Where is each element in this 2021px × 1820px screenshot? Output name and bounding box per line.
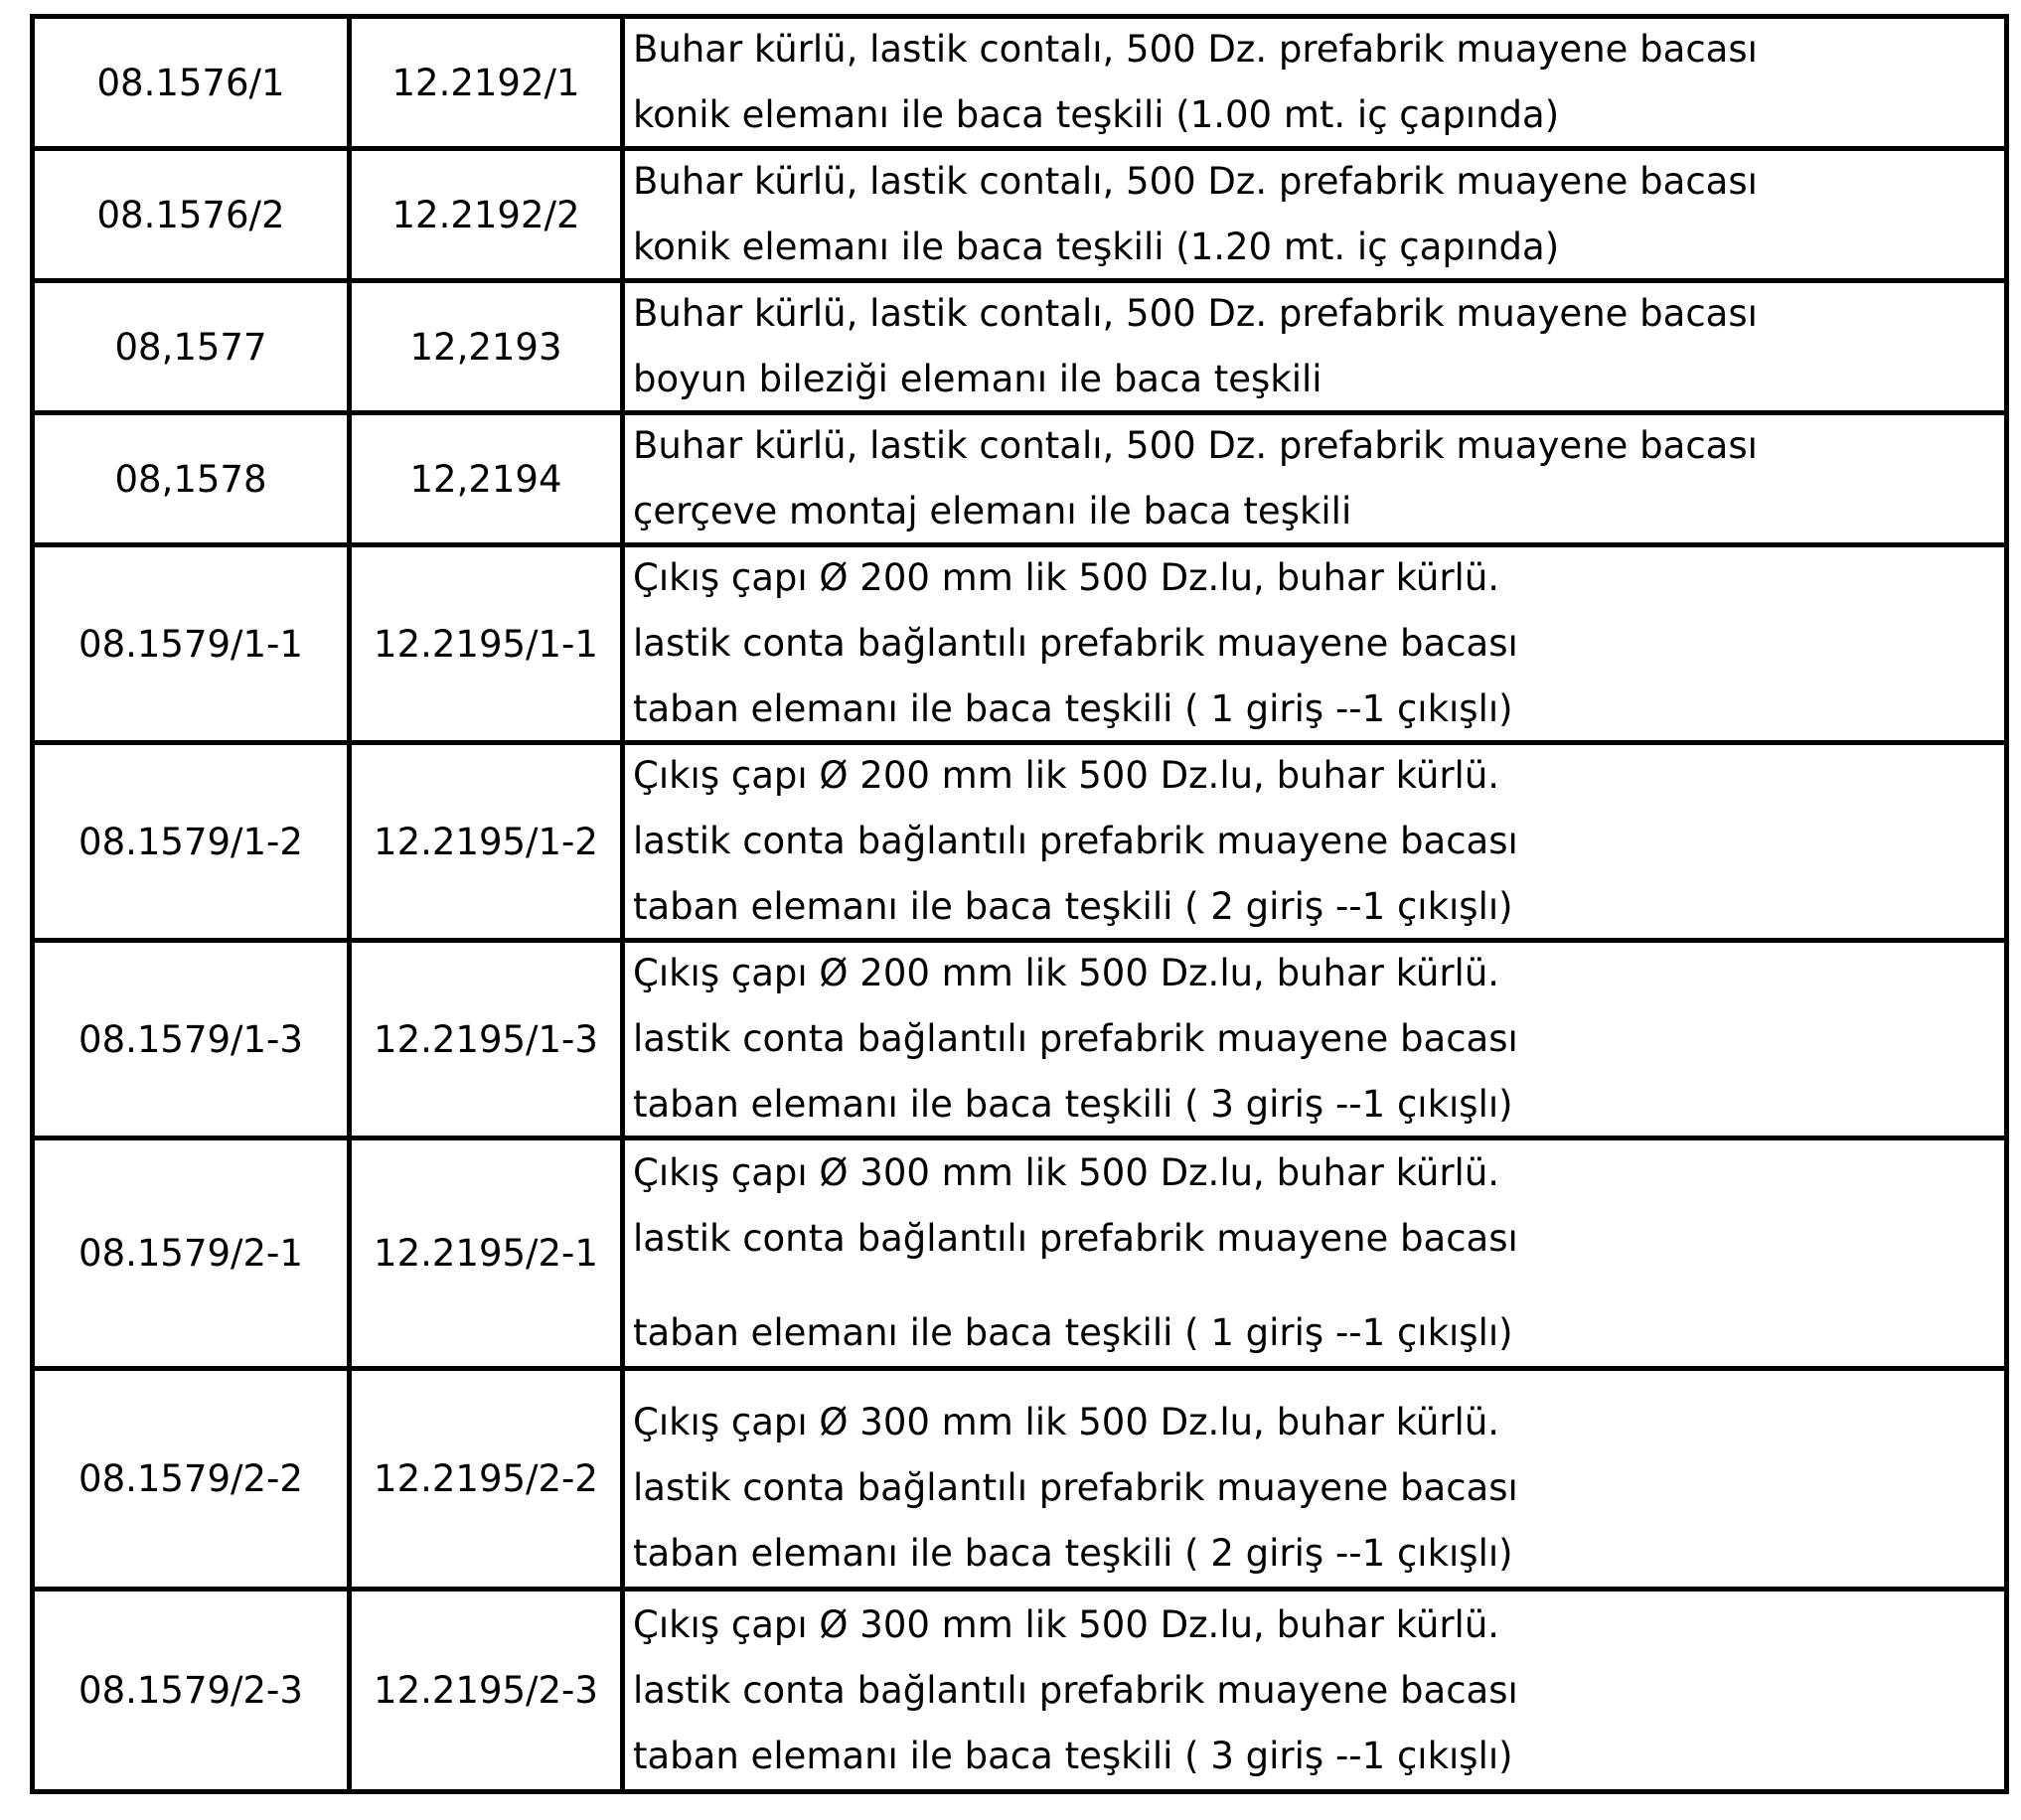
- pricing-table: [30, 14, 2009, 1794]
- position-code-cell: 12.2192/1: [352, 19, 625, 146]
- item-code-cell: 08,1577: [35, 283, 352, 410]
- description-line: lastik conta bağlantılı prefabrik muayene bacası: [633, 1217, 1518, 1260]
- description-line: konik elemanı ile baca teşkili (1.20 mt. iç çapında): [633, 226, 1560, 268]
- item-code-cell: 08.1579/1-2: [35, 745, 352, 938]
- description-cell: [625, 1371, 2009, 1587]
- table-row: [35, 415, 2009, 547]
- description-cell: [625, 1592, 2009, 1789]
- position-code-cell: 12,2193: [352, 283, 625, 410]
- table-row: [35, 745, 2009, 943]
- table-row: [35, 1592, 2009, 1794]
- description-line: Çıkış çapı Ø 200 mm lik 500 Dz.lu, buhar kürlü.: [633, 952, 1500, 994]
- description-line: çerçeve montaj elemanı ile baca teşkili: [633, 490, 1352, 532]
- item-code-cell: 08.1579/1-1: [35, 547, 352, 740]
- description-line: taban elemanı ile baca teşkili ( 2 giriş --1 çıkışlı): [633, 885, 1513, 928]
- description-cell: [625, 415, 2009, 542]
- item-code-cell: 08.1579/2-2: [35, 1371, 352, 1587]
- description-line: Buhar kürlü, lastik contalı, 500 Dz. prefabrik muayene bacası: [633, 160, 1758, 203]
- item-code-cell: 08.1579/2-3: [35, 1592, 352, 1789]
- description-cell: [625, 547, 2009, 740]
- item-code-cell: 08.1579/1-3: [35, 943, 352, 1136]
- description-line: lastik conta bağlantılı prefabrik muayene bacası: [633, 1668, 1518, 1712]
- description-cell: [625, 1140, 2009, 1366]
- description-cell: [625, 745, 2009, 938]
- description-cell: [625, 943, 2009, 1136]
- description-line: taban elemanı ile baca teşkili ( 3 giriş --1 çıkışlı): [633, 1734, 1513, 1777]
- table-row: [35, 151, 2009, 283]
- description-cell: [625, 19, 2009, 146]
- description-line: Çıkış çapı Ø 300 mm lik 500 Dz.lu, buhar kürlü.: [633, 1151, 1500, 1194]
- description-line: Buhar kürlü, lastik contalı, 500 Dz. prefabrik muayene bacası: [633, 292, 1758, 335]
- description-line: taban elemanı ile baca teşkili ( 3 giriş --1 çıkışlı): [633, 1083, 1513, 1126]
- description-line: taban elemanı ile baca teşkili ( 1 giriş --1 çıkışlı): [633, 1311, 1513, 1354]
- table-row: [35, 547, 2009, 745]
- table-row: [35, 283, 2009, 415]
- description-line: konik elemanı ile baca teşkili (1.00 mt. iç çapında): [633, 93, 1560, 136]
- position-code-cell: 12.2195/1-3: [352, 943, 625, 1136]
- table-row: [35, 1140, 2009, 1371]
- line-spacer: [633, 1272, 2004, 1300]
- description-line: lastik conta bağlantılı prefabrik muayene bacası: [633, 622, 1518, 665]
- item-code-cell: 08.1576/1: [35, 19, 352, 146]
- description-line: lastik conta bağlantılı prefabrik muayene bacası: [633, 1017, 1518, 1060]
- description-cell: [625, 283, 2009, 410]
- position-code-cell: 12.2195/2-3: [352, 1592, 625, 1789]
- description-line: taban elemanı ile baca teşkili ( 2 giriş --1 çıkışlı): [633, 1531, 1513, 1575]
- position-code-cell: 12.2195/2-2: [352, 1371, 625, 1587]
- position-code-cell: 12.2195/1-2: [352, 745, 625, 938]
- description-line: boyun bileziği elemanı ile baca teşkili: [633, 358, 1322, 400]
- table-row: [35, 1371, 2009, 1592]
- position-code-cell: 12.2195/2-1: [352, 1140, 625, 1366]
- item-code-cell: 08.1576/2: [35, 151, 352, 278]
- item-code-cell: 08,1578: [35, 415, 352, 542]
- description-line: Çıkış çapı Ø 200 mm lik 500 Dz.lu, buhar kürlü.: [633, 754, 1500, 797]
- description-line: Buhar kürlü, lastik contalı, 500 Dz. prefabrik muayene bacası: [633, 28, 1758, 71]
- description-cell: [625, 151, 2009, 278]
- item-code-cell: 08.1579/2-1: [35, 1140, 352, 1366]
- position-code-cell: 12,2194: [352, 415, 625, 542]
- position-code-cell: 12.2195/1-1: [352, 547, 625, 740]
- description-line: taban elemanı ile baca teşkili ( 1 giriş --1 çıkışlı): [633, 687, 1513, 730]
- position-code-cell: 12.2192/2: [352, 151, 625, 278]
- description-line: lastik conta bağlantılı prefabrik muayene bacası: [633, 1465, 1518, 1509]
- description-line: Çıkış çapı Ø 200 mm lik 500 Dz.lu, buhar kürlü.: [633, 556, 1500, 599]
- description-line: Çıkış çapı Ø 300 mm lik 500 Dz.lu, buhar kürlü.: [633, 1602, 1500, 1646]
- description-line: lastik conta bağlantılı prefabrik muayene bacası: [633, 820, 1518, 862]
- table-row: [35, 19, 2009, 151]
- description-line: Buhar kürlü, lastik contalı, 500 Dz. prefabrik muayene bacası: [633, 424, 1758, 467]
- description-line: Çıkış çapı Ø 300 mm lik 500 Dz.lu, buhar kürlü.: [633, 1400, 1500, 1443]
- table-row: [35, 943, 2009, 1140]
